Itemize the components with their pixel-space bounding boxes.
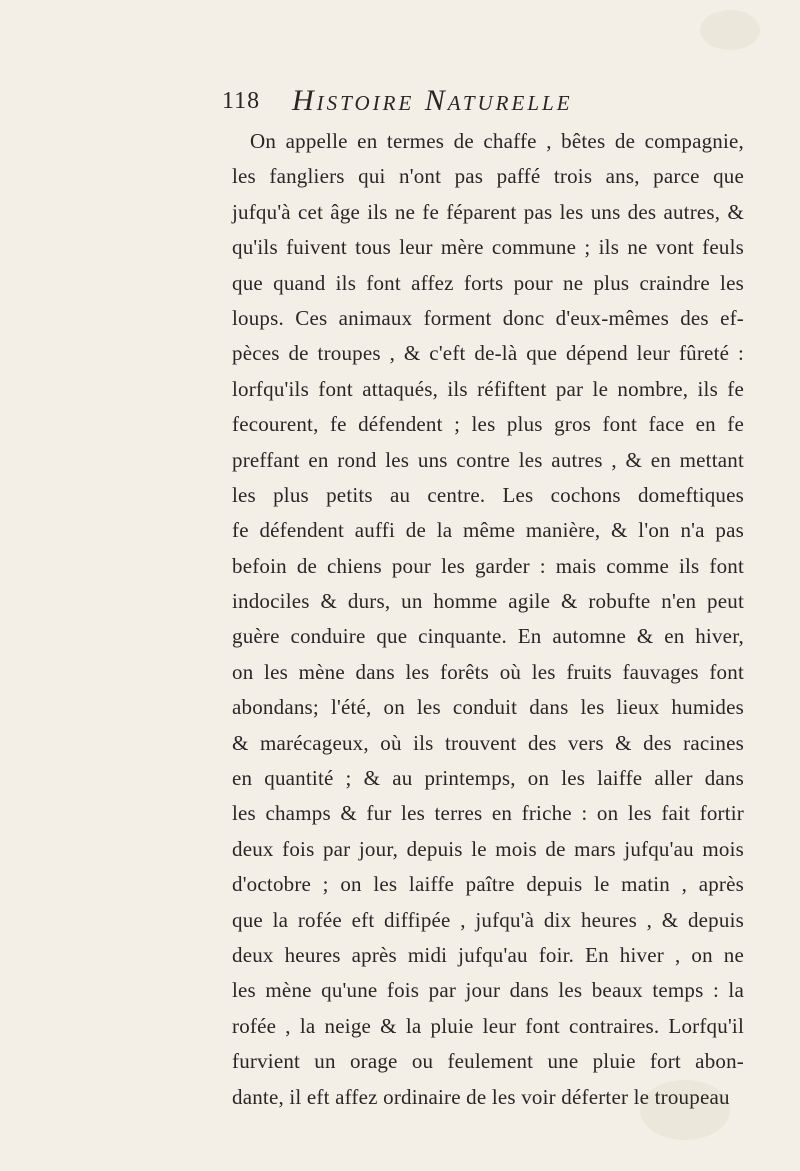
text-line: en quantité ; & au printemps, on les laiffe aller dans [232,766,744,791]
text-line: que la rofée eft diffipée , jufqu'à dix heures , & depuis [232,907,744,932]
text-line: On appelle en termes de chaffe , bêtes de compagnie, [250,129,744,153]
text-line: les mène qu'une fois par jour dans les beaux temps : la [232,978,744,1003]
text-line: lorfqu'ils font attaqués, ils réfiftent par le nombre, ils fe [232,376,744,401]
text-line: rofée , la neige & la pluie leur font contraires. Lorfqu'il [232,1013,744,1038]
text-line: furvient un orage ou feulement une pluie fort abon- [232,1049,744,1074]
text-line: abondans; l'été, on les conduit dans les lieux humides [232,695,744,720]
text-line: jufqu'à cet âge ils ne fe féparent pas les uns des autres, & [232,199,744,224]
text-line: fecourent, fe défendent ; les plus gros font face en fe [232,412,744,437]
text-line: d'octobre ; on les laiffe paître depuis le matin , après [232,872,744,897]
text-line: preffant en rond les uns contre les autres , & en mettant [232,447,744,472]
page-header [222,84,642,122]
paper-stain [700,10,760,50]
text-line: loups. Ces animaux forment donc d'eux-mêmes des ef- [232,305,744,330]
text-line: dante, il eft affez ordinaire de les voir déferter le troupeau [232,1084,730,1109]
text-line: on les mène dans les forêts où les fruits fauvages font [232,659,744,684]
text-line: les champs & fur les terres en friche : on les fait fortir [232,801,744,826]
text-line: guère conduire que cinquante. En automne & en hiver, [232,624,744,649]
text-line: indociles & durs, un homme agile & robufte n'en peut [232,589,744,614]
page-number: 118 [222,88,261,114]
text-line: deux heures après midi jufqu'au foir. En hiver , on ne [232,942,744,967]
text-line: fe défendent auffi de la même manière, & l'on n'a pas [232,518,744,543]
text-line: deux fois par jour, depuis le mois de mars jufqu'au mois [232,836,744,861]
text-line: & marécageux, où ils trouvent des vers & des racines [232,730,744,755]
text-line: les fangliers qui n'ont pas paffé trois ans, parce que [232,164,744,189]
text-line: les plus petits au centre. Les cochons domeftiques [232,482,744,507]
text-line: befoin de chiens pour les garder : mais comme ils font [232,553,744,578]
text-line: qu'ils fuivent tous leur mère commune ; ils ne vont feuls [232,235,744,260]
body-text [232,124,744,1115]
running-title: Histoire Naturelle [292,84,573,117]
text-line: que quand ils font affez forts pour ne plus craindre les [232,270,744,295]
text-line: pèces de troupes , & c'eft de-là que dépend leur fûreté : [232,341,744,366]
